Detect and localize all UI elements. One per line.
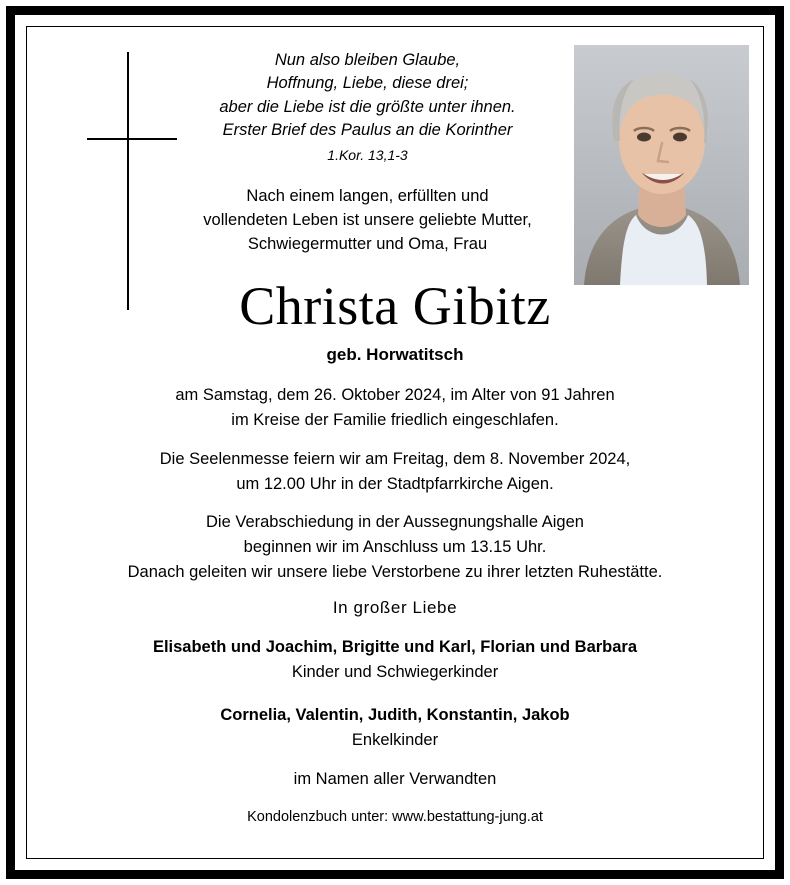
farewell-details — [47, 510, 743, 584]
farewell-line: Die Verabschiedung in der Aussegnungshalle Aigen — [206, 513, 584, 531]
verse-reference: 1.Kor. 13,1-3 — [327, 146, 408, 163]
children-group — [47, 635, 743, 685]
verse-line: Erster Brief des Paulus an die Korinther — [222, 121, 513, 140]
farewell-line: Danach geleiten wir unsere liebe Verstorbene zu ihrer letzten Ruhestätte. — [127, 562, 663, 581]
cross-horizontal-bar — [87, 138, 177, 140]
mass-line: um 12.00 Uhr in der Stadtpfarrkirche Aigen. — [236, 474, 554, 493]
grandchildren-role: Enkelkinder — [351, 730, 439, 749]
love-line: In großer Liebe — [332, 598, 458, 617]
cross-icon — [87, 52, 177, 312]
verse-line: Nun also bleiben Glaube, — [274, 51, 461, 69]
children-names: Elisabeth und Joachim, Brigitte und Karl, Florian und Barbara — [152, 638, 638, 656]
grandchildren-names: Cornelia, Valentin, Judith, Konstantin, Jakob — [220, 706, 570, 724]
intro-text — [177, 185, 558, 257]
intro-line: vollendeten Leben ist unsere geliebte Mutter, — [203, 210, 532, 229]
verse-line: aber die Liebe ist die größte unter ihnen. — [219, 97, 516, 116]
intro-line: Schwiegermutter und Oma, Frau — [247, 234, 488, 253]
grandchildren-group — [47, 703, 743, 753]
mass-details — [47, 447, 743, 497]
death-line: im Kreise der Familie friedlich eingeschlafen. — [231, 410, 559, 429]
verse-line: Hoffnung, Liebe, diese drei; — [266, 74, 469, 93]
cross-vertical-bar — [127, 52, 129, 310]
farewell-line: beginnen wir im Anschluss um 13.15 Uhr. — [243, 537, 547, 556]
intro-line: Nach einem langen, erfüllten und — [246, 187, 489, 205]
portrait-photo — [574, 45, 749, 285]
children-role: Kinder und Schwiegerkinder — [291, 662, 499, 681]
deceased-name: Christa Gibitz — [239, 276, 551, 336]
condolence-book-note: Kondolenzbuch unter: www.bestattung-jung.at — [247, 809, 543, 825]
bible-verse — [177, 49, 558, 166]
mass-line: Die Seelenmesse feiern wir am Freitag, dem 8. November 2024, — [159, 450, 631, 468]
notice-content — [27, 27, 763, 858]
death-details — [47, 383, 743, 433]
maiden-name: geb. Horwatitsch — [326, 345, 464, 364]
relatives-line: im Namen aller Verwandten — [293, 770, 497, 788]
death-line: am Samstag, dem 26. Oktober 2024, im Alter von 91 Jahren — [175, 386, 615, 404]
